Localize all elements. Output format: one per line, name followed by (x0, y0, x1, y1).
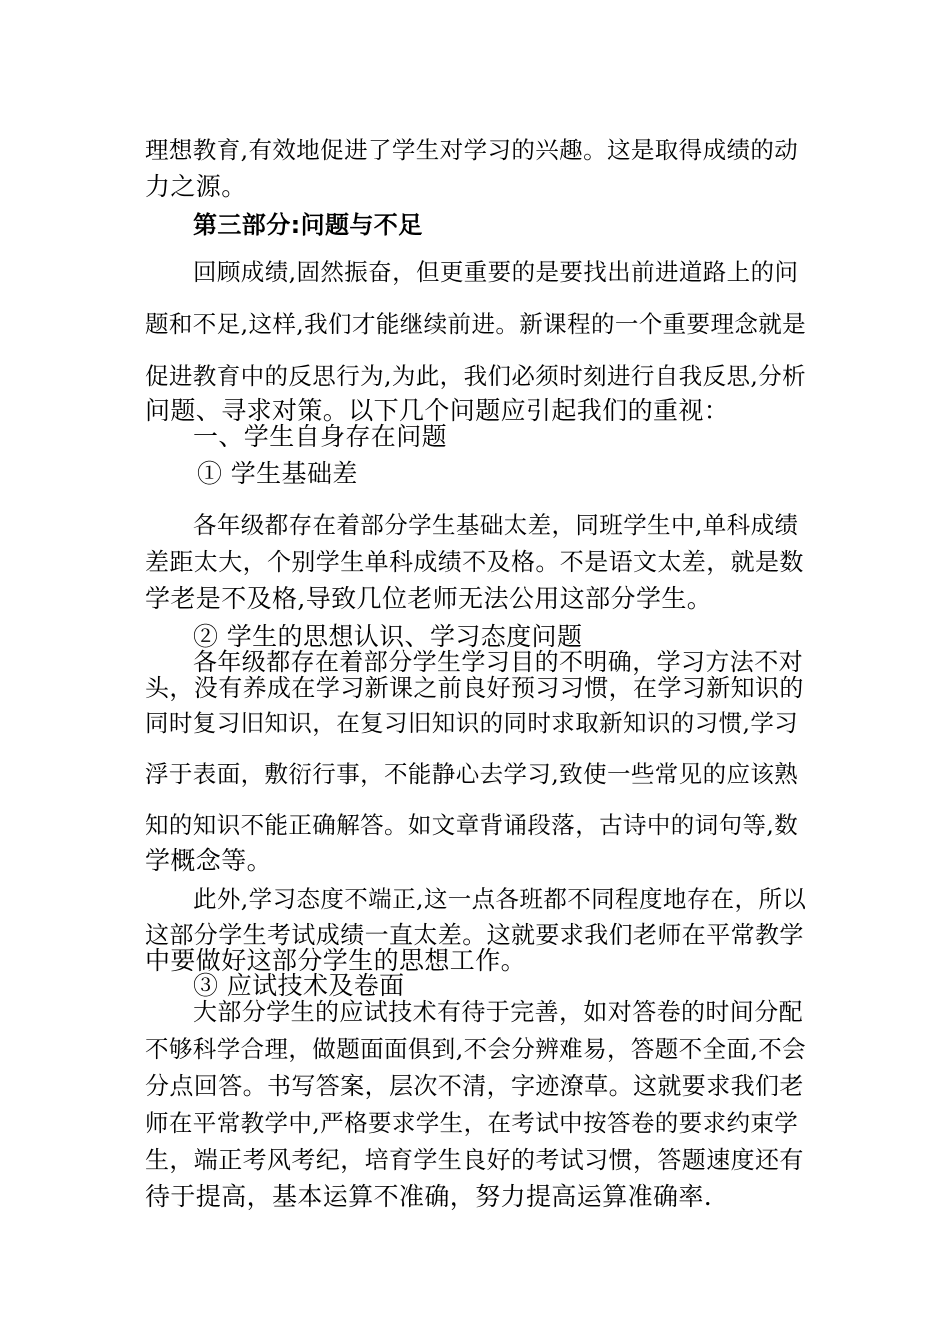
body-text-line: 差距太大，个别学生单科成绩不及格。不是语文太差，就是数 (145, 548, 804, 576)
body-text-line: 力之源。 (145, 172, 247, 201)
body-text-line: 题和不足,这样,我们才能继续前进。新课程的一个重要理念就是 (145, 310, 807, 338)
body-text-line: 各年级都存在着部分学生基础太差，同班学生中,单科成绩 (193, 511, 799, 539)
body-text-line: 此外,学习态度不端正,这一点各班都不同程度地存在，所以 (193, 885, 807, 913)
body-text-line: 不够科学合理，做题面面俱到,不会分辨难易，答题不全面,不会 (145, 1035, 807, 1063)
body-text-line: 生，端正考风考纪，培育学生良好的考试习惯，答题速度还有 (145, 1146, 804, 1174)
body-text-line: 各年级都存在着部分学生学习目的不明确，学习方法不对 (193, 648, 803, 676)
section-heading: 第三部分:问题与不足 (193, 211, 423, 239)
body-text-line: 这部分学生考试成绩一直太差。这就要求我们老师在平常教学 (145, 921, 804, 949)
list-item-heading: ① 学生基础差 (197, 459, 358, 488)
body-text-line: 回顾成绩,固然振奋，但更重要的是要找出前进道路上的问 (193, 258, 799, 286)
body-text-line: 大部分学生的应试技术有待于完善，如对答卷的时间分配 (193, 998, 803, 1026)
body-text-line: 浮于表面，敷衍行事，不能静心去学习,致使一些常见的应该熟 (145, 760, 799, 788)
body-text-line: 同时复习旧知识，在复习旧知识的同时求取新知识的习惯,学习 (145, 709, 799, 737)
body-text-line: 知的知识不能正确解答。如文章背诵段落，古诗中的词句等,数 (145, 811, 799, 839)
body-text-line: 促进教育中的反思行为,为此，我们必须时刻进行自我反思,分析 (145, 362, 807, 390)
body-text-line: 待于提高，基本运算不准确，努力提高运算准确率. (145, 1182, 713, 1211)
subsection-heading: 一、学生自身存在问题 (193, 422, 448, 451)
body-text-line: 学老是不及格,导致几位老师无法公用这部分学生。 (145, 584, 713, 613)
list-item-heading: ③ 应试技术及卷面 (193, 971, 405, 1000)
list-item-heading: ② 学生的思想认识、学习态度问题 (193, 622, 583, 651)
body-text-line: 中要做好这部分学生的思想工作。 (145, 946, 527, 975)
body-text-line: 分点回答。书写答案，层次不清，字迹潦草。这就要求我们老 (145, 1072, 804, 1100)
body-text-line: 学概念等。 (145, 846, 273, 875)
body-text-line: 理想教育,有效地促进了学生对学习的兴趣。这是取得成绩的动 (145, 136, 799, 164)
body-text-line: 问题、寻求对策。以下几个问题应引起我们的重视： (145, 396, 730, 425)
body-text-line: 师在平常教学中,严格要求学生，在考试中按答卷的要求约束学 (145, 1109, 799, 1137)
body-text-line: 头，没有养成在学习新课之前良好预习习惯，在学习新知识的 (145, 674, 804, 702)
